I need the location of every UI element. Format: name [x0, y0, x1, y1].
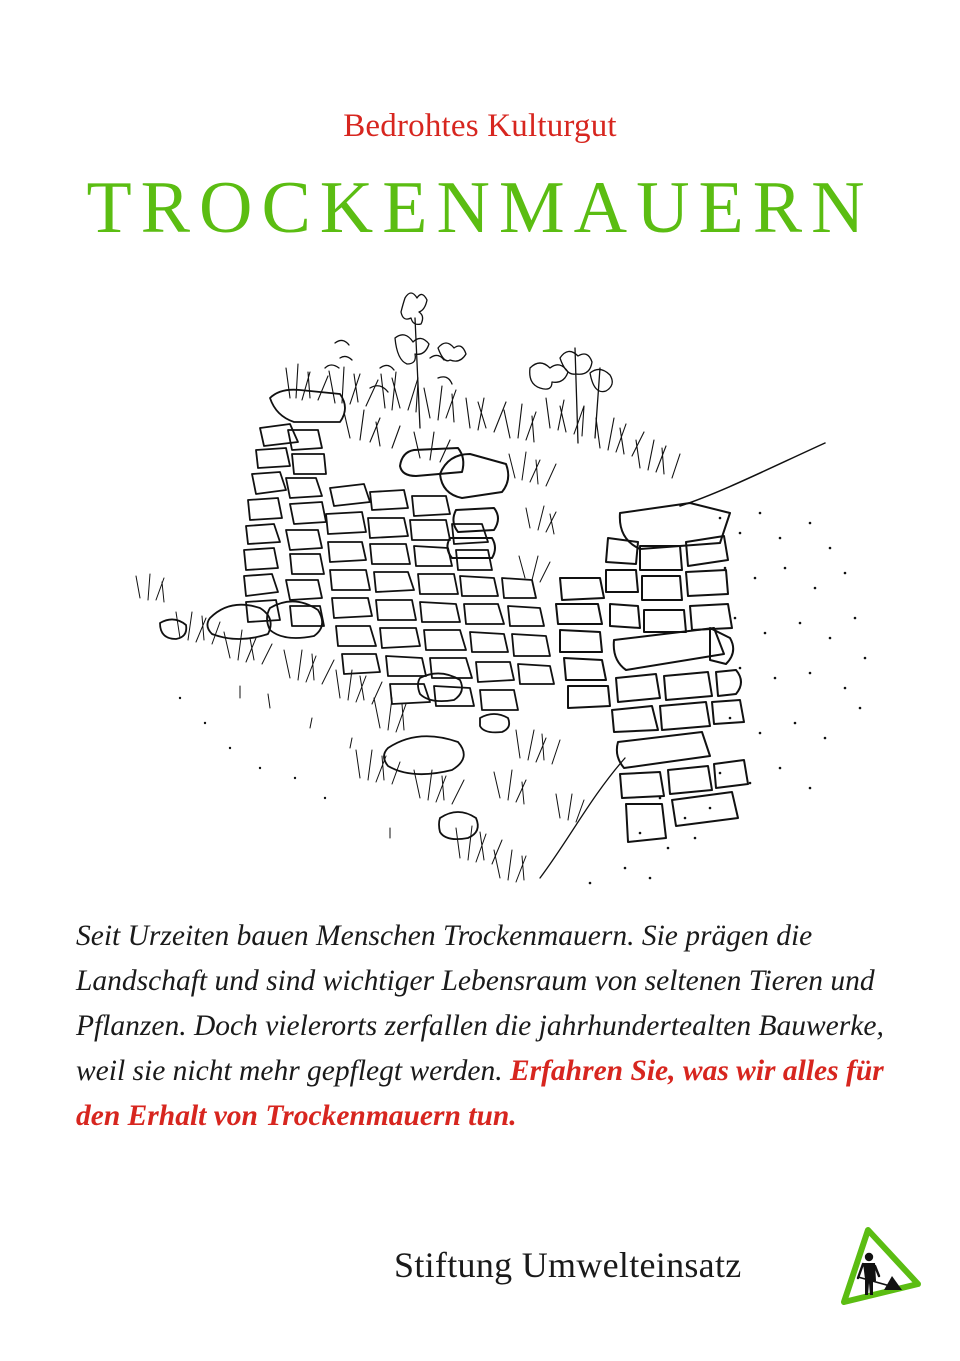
- headline-title: TROCKENMAUERN: [86, 167, 874, 249]
- body-text: Seit Urzeiten bauen Menschen Trockenmauern. Sie prägen die Landschaft und sind wichtiger Lebensraum von seltenen Tieren und Pflanzen. Doch vielerorts zerfallen die jahrhundertealten Bauwerke, weil sie nicht mehr gepflegt werden.: [76, 920, 884, 1087]
- stone-wall-illustration: [120, 278, 880, 893]
- kicker-subtitle: Bedrohtes Kulturgut: [343, 108, 617, 144]
- call-to-action[interactable]: Erfahren Sie, was wir alles für den Erhalt von Trockenmauern tun.: [76, 1055, 884, 1132]
- body-paragraph: [76, 914, 896, 1139]
- organization-name: Stiftung Umwelteinsatz: [394, 1245, 742, 1285]
- warning-triangle-worker-icon: [832, 1224, 924, 1310]
